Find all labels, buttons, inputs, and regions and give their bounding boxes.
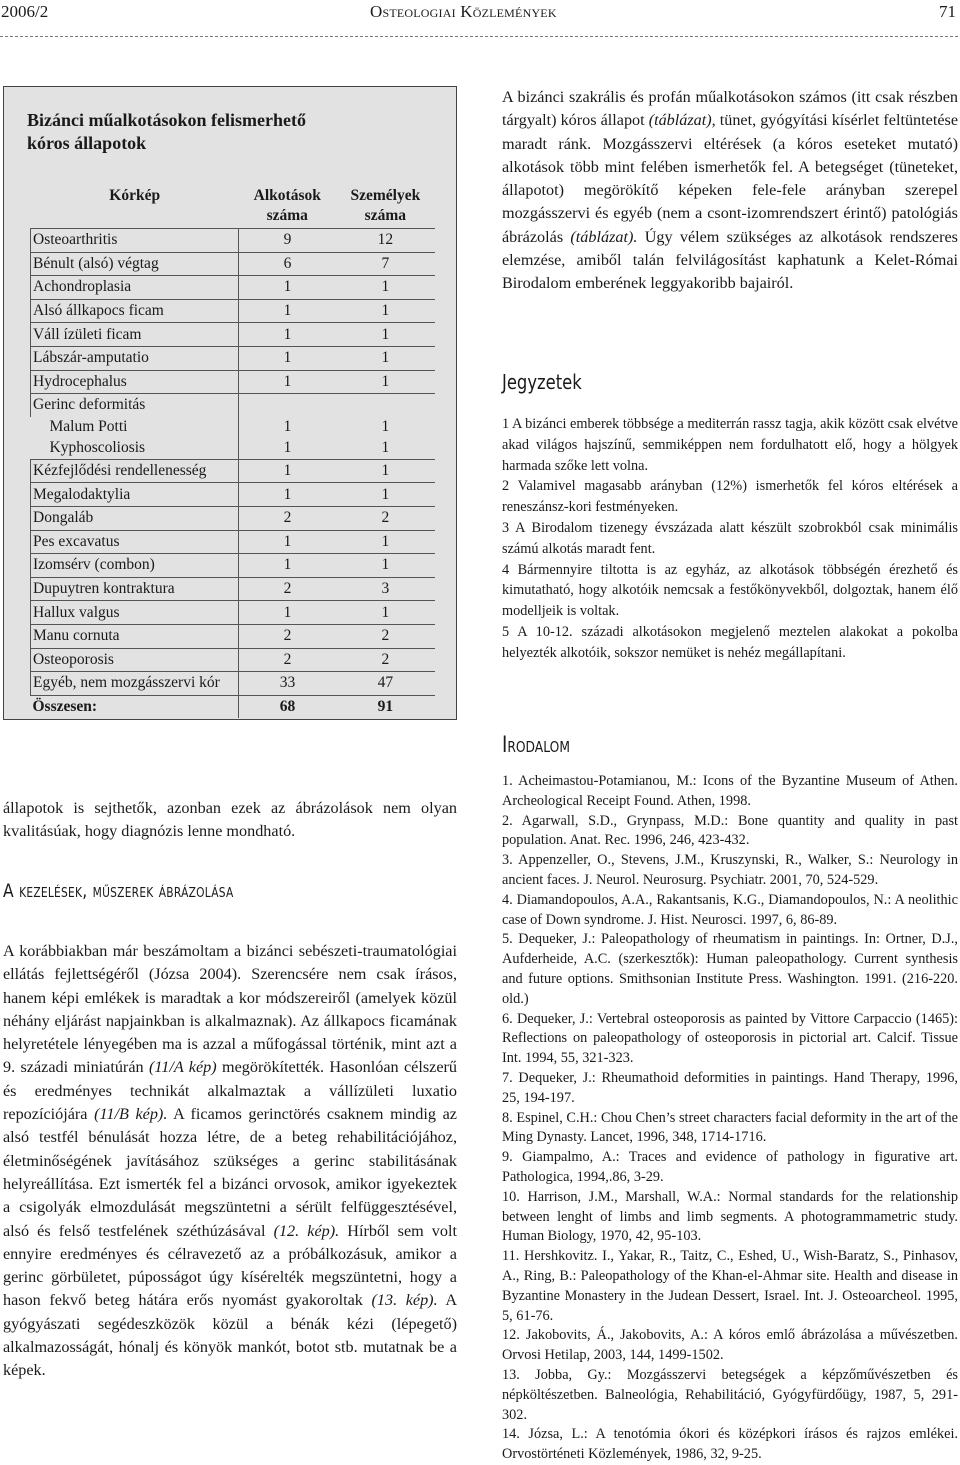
references-list [502,772,958,1465]
reference-item: 8. Espinel, C.H.: Chou Chen’s street characters facial deformity in the art of the Ming Dynasty. Lancet, 1996, 348, 1714-1716. [502,1109,958,1146]
table-cell-persons: 1 [381,418,390,436]
page-header [0,0,960,40]
table-row [31,554,436,578]
table-cell-condition: Alsó állkapocs ficam [31,299,239,323]
page-number: 71 [939,2,956,21]
notes-heading: Jegyzetek [502,370,582,394]
table-cell-artworks: 1 [239,554,336,578]
header-divider [0,36,958,37]
col-header-condition: Kórkép [109,187,161,204]
note-item: 3 A Birodalom tizenegy évszázada alatt készült szobrokból csak minimális számú alkotás maradt fent. [502,519,958,557]
table-title [27,109,387,155]
table-cell-condition: Osteoarthritis [31,229,239,253]
table-cell-artworks [239,394,336,417]
table-row [31,483,436,507]
table-cell-persons: 1 [336,370,435,394]
table-cell-persons: 1 [336,346,435,370]
table-cell-persons: 3 [336,577,435,601]
table-cell-persons: 47 [336,672,435,696]
table-cell-artworks: 2 [239,506,336,530]
table-cell-artworks: 6 [239,252,336,276]
table-cell-artworks: 2 [239,577,336,601]
reference-item: 5. Dequeker, J.: Paleopathology of rheumatism in paintings. In: Ortner, D.J., Aufderheide, A.C. (szerkesztők): Human paleopathology. Current synthesis and future options. Smithsonian Institute Press. Washington. 1991. (216-220. old.) [502,931,958,1007]
table-cell-condition: Hallux valgus [31,601,239,625]
reference-item: 12. Jakobovits, Á., Jakobovits, A.: A kóros emlő ábrázolása a művészetben. Orvosi Hetilap, 2003, 144, 1499-1502. [502,1327,958,1364]
table-cell-artworks: 1 [239,299,336,323]
table-cell-condition: Gerinc deformitás [31,394,239,417]
table-row [31,530,436,554]
reference-item: 6. Dequeker, J.: Vertebral osteoporosis as painted by Vittore Carpaccio (1465): Reflections on paleopathology of osteoporosis in pictorial art. Calcif. Tissue Int. 1994, 55, 321-323. [502,1010,958,1067]
col-header-artworks: Alkotások száma [253,187,321,224]
table-cell-persons: 1 [336,276,435,300]
table-cell-artworks: 1 [283,439,292,457]
table-cell-condition: Pes excavatus [31,530,239,554]
reference-item: 1. Acheimastou-Potamianou, M.: Icons of the Byzantine Museum of Athen. Archeological Receipt Found. Athen, 1998. [502,773,958,809]
table-row [31,672,436,696]
total-label: Összesen: [31,695,239,718]
table-cell-condition: Váll ízületi ficam [31,323,239,347]
table-cell-artworks: 1 [239,346,336,370]
table-cell-artworks: 1 [239,530,336,554]
table-row [31,506,436,530]
table-cell-artworks: 2 [239,624,336,648]
table-cell-condition: Osteoporosis [31,648,239,672]
table-row [31,624,436,648]
table-cell-artworks: 1 [239,601,336,625]
right-paragraph: A bizánci szakrális és profán műalkotásokon számos (itt csak részben tárgyalt) kóros állapot (táblázat), tünet, gyógyítási kísérlet feltüntetése maradt ránk. Mozgásszervi eltérések (a kóros eseteket mutató) alkotások több mint felében ismerhetők fel. A betegséget (tüneteket, állapotot) megörökítő képeken fele-fele arányban szerepel mozgásszervi és egyéb (nem a csont-izomrendszert érintő) patológiás ábrázolás (táblázat). Úgy vélem szükséges az alkotások rendszeres elemzése, amiből talán felvilágosítást kaphatunk a Kelet-Római Birodalom emberének leggyakoribb bajairól. [502,88,959,293]
table-row [31,370,436,394]
table-row [31,577,436,601]
table-cell-persons: 1 [336,299,435,323]
total-persons: 91 [336,695,435,718]
table-cell-persons: 2 [336,648,435,672]
table-cell-persons: 2 [336,624,435,648]
journal-title: Osteologiai Közlemények [370,2,557,21]
table-cell-condition: Kyphoscoliosis [31,438,239,460]
table-cell-condition: Achondroplasia [31,276,239,300]
left-paragraph-2: A korábbiakban már beszámoltam a bizánci sebészeti-traumatológiai ellátás fejlettségéről (Józsa 2004). Szerencsére nem csak írásos, hanem képi emlékek is maradtak a kor módszereiről (amelyek közül néhány eljárást napjainkban is alkalmaznak). Az állkapocs ficamának helyretétele lényegében ma is azzal a műfogással történik, mint azt a 9. századi miniatúrán (11/A kép) megörökítették. Hasonlóan célszerű és eredményes technikát alkalmaztak a vállízületi luxatio repozíciójára (11/B kép). A ficamos gerinctörés csaknem mindig az alsó testfél bénulását hozza létre, de a beteg rehabilitációjához, életminőségének javításához szükséges a gerinc stabilitásának helyreállítása. Ezt ismerték fel a bizánci orvosok, amikor igyekeztek a csigolyák elmozdulását megszüntetni a sérült felfüggesztésével, alsó és felső testfelének széthúzásával (12. kép). Hírből sem volt ennyire eredményes és célravezető az a próbálkozásuk, amikor a gerinc görbületet, púposságot úgy kísérelték megszüntetni, hogy a hason fekvő beteg hátára erős nyomást gyakoroltak (13. kép). A gyógyászati segédeszközök közül a bénák kézi (lépegető) alkalmazosságát, hónalj és könyök mankót, botot stb. mutatnak be a képek. [3,942,458,1380]
table-cell-artworks: 1 [239,276,336,300]
table-cell-condition: Megalodaktylia [31,483,239,507]
left-paragraph-1: állapotok is sejthetők, azonban ezek az ábrázolások nem olyan kvalitásúak, hogy diagnózis lenne mondható. [3,799,457,841]
references-heading: Irodalom [502,733,570,758]
table-cell-persons: 12 [336,229,435,253]
table-cell-condition: Hydrocephalus [31,370,239,394]
pathology-table [30,186,435,718]
table-cell-artworks: 9 [239,229,336,253]
reference-item: 10. Harrison, J.M., Marshall, W.A.: Normal standards for the relationship between lenght of limbs and limb segments. A photogrammametric study. Human Biology, 1970, 42, 95-103. [502,1188,958,1245]
reference-item: 2. Agarwall, S.D., Grynpass, M.D.: Bone quantity and quality in past population. Anat. Rec. 1996, 246, 423-432. [502,812,958,849]
table-cell-persons: 1 [381,439,390,457]
table-row [31,438,436,460]
reference-item: 11. Hershkovitz. I., Yakar, R., Taitz, C., Eshed, U., Wish-Baratz, S., Pinhasov, A., Ring, B.: Paleopathology of the Khan-el-Ahmar site. Health and disease in Byzantine Monastery in the Judean Dessert, Israel. Int. J. Osteoarcheol. 1995, 5, 61-76. [502,1248,958,1324]
table-box [3,86,457,720]
reference-item: 9. Giampalmo, A.: Traces and evidence of pathology in figurative art. Pathologica, 1994,.86, 3-29. [502,1149,958,1185]
note-item: 1 A bizánci emberek többsége a mediterrán rassz tagja, akik között csak elvétve akad világos hajszínű, semmiképpen nem fordulhatott elő, hogy a hölgyek harmada szőke lett volna. [502,416,958,474]
table-cell-condition: Egyéb, nem mozgásszervi kór [31,672,239,696]
note-item: 5 A 10-12. századi alkotásokon megjelenő meztelen alakokat a pokolba helyezték alkotóik, sokszor nemüket is nehéz megállapítani. [502,623,958,661]
section-heading-treatments: A kezelések, műszerek ábrázolása [3,880,234,902]
table-row [31,648,436,672]
table-row [31,299,436,323]
table-cell-artworks: 1 [239,483,336,507]
table-cell-persons: 1 [336,601,435,625]
table-row [31,346,436,370]
table-cell-condition: Kézfejlődési rendellenesség [31,459,239,483]
table-cell-persons: 7 [336,252,435,276]
table-cell-condition: Dongaláb [31,506,239,530]
reference-item: 7. Dequeker, J.: Rheumathoid deformities in paintings. Hand Therapy, 1996, 25, 194-197. [502,1069,958,1106]
issue-number: 2006/2 [1,2,49,21]
table-total-row [31,695,436,718]
note-item: 4 Bármennyire tiltotta is az egyház, az alkotások többségén érezhető és kimutatható, hogy alkotóik nemcsak a festőkönyvekből, dolgoztak, hanem élő modelljeik is voltak. [502,561,958,620]
table-cell-persons: 2 [336,506,435,530]
table-cell-artworks: 2 [239,648,336,672]
table-row [31,601,436,625]
table-cell-condition: Izomsérv (combon) [31,554,239,578]
table-title-line1: Bizánci műalkotásokon felismerhető [27,110,306,130]
col-header-persons: Személyek száma [350,187,421,224]
table-cell-artworks: 1 [283,418,292,436]
note-item: 2 Valamivel magasabb arányban (12%) ismerhetők fel kóros eltérések a reneszánsz-kori festményeken. [502,478,958,516]
table-row [31,417,436,438]
table-cell-persons: 1 [336,323,435,347]
table-title-line2: kóros állapotok [27,133,147,153]
reference-item: 14. Józsa, L.: A tenotómia ókori és középkori írásos és rajzos emlékei. Orvostörténeti Közlemények, 1986, 32, 9-25. [502,1426,958,1463]
table-cell-persons: 1 [336,530,435,554]
table-cell-persons: 1 [336,459,435,483]
table-cell-artworks: 33 [239,672,336,696]
table-cell-condition: Lábszár-amputatio [31,346,239,370]
table-row [31,276,436,300]
table-row [31,252,436,276]
table-cell-persons [336,394,435,417]
total-artworks: 68 [239,695,336,718]
reference-item: 13. Jobba, Gy.: Mozgásszervi betegségek a képzőművészetben és népköltészetben. Balneológia, Rehabilitáció, Gyógyfürdőügy, 1987, 5, 291-302. [502,1366,958,1423]
table-row [31,394,436,417]
table-row [31,323,436,347]
table-cell-condition: Malum Potti [31,417,239,438]
table-cell-artworks: 1 [239,323,336,347]
table-cell-persons: 1 [336,483,435,507]
table-cell-condition: Manu cornuta [31,624,239,648]
table-cell-artworks: 1 [239,370,336,394]
table-cell-condition: Bénult (alsó) végtag [31,252,239,276]
table-row [31,229,436,253]
notes-list [502,414,958,664]
table-cell-persons: 1 [336,554,435,578]
reference-item: 3. Appenzeller, O., Stevens, J.M., Kruszynski, R., Walker, S.: Neurology in ancient faces. J. Neurol. Neurosurg. Psychiatr. 2001, 70, 524-529. [502,852,958,888]
reference-item: 4. Diamandopoulos, A.A., Rakantsanis, K.G., Diamandopoulos, N.: A neolithic case of Down syndrome. J. Hist. Neurosci. 1997, 6, 86-89. [502,891,958,928]
table-cell-condition: Dupuytren kontraktura [31,577,239,601]
table-row [31,459,436,483]
table-cell-artworks: 1 [239,459,336,483]
